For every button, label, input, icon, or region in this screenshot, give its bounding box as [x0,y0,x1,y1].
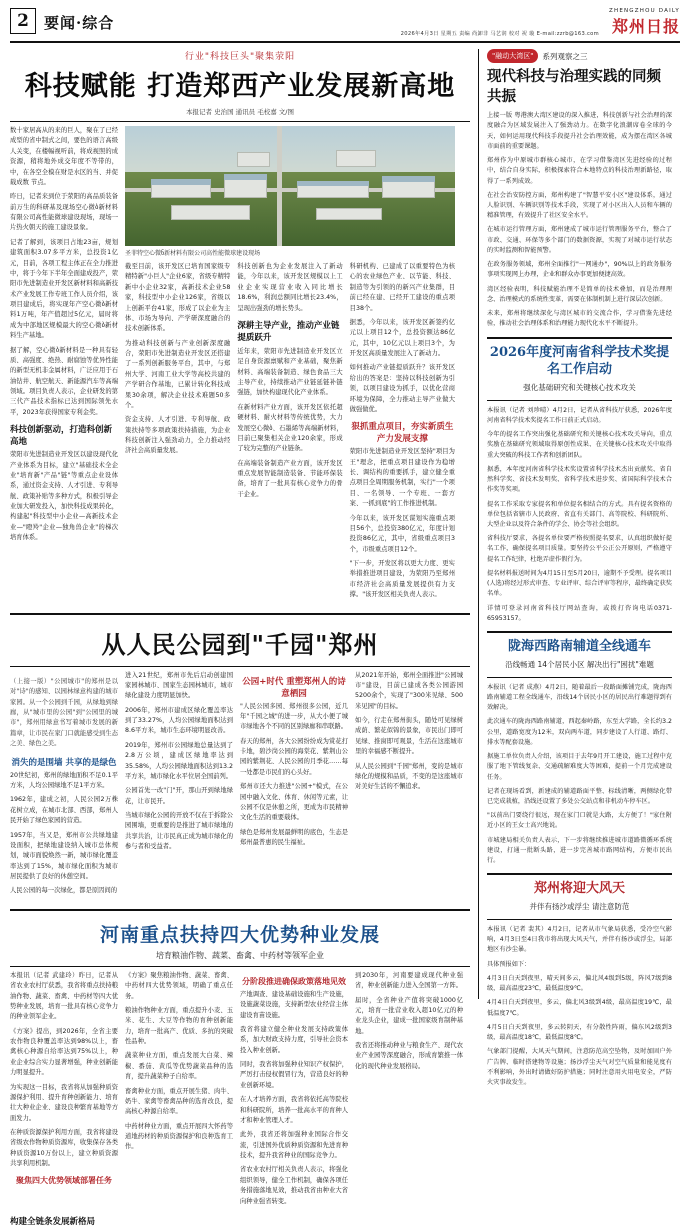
paragraph: 记者在现场看到，新建成的辅道路面平整、标线清晰，两侧绿化带已完成栽植，沿线还设置了多处公交站点和非机动车停车区。 [487,787,672,806]
paragraph: 提名工作采取专家提名和单位提名相结合的方式。具有提名资格的单位包括省辖市人民政府、省直有关部门、高等院校、科研院所、大型企业以及符合条件的学会、协会等社会组织。 [487,500,672,529]
right-article-3-subtitle: 沿线畅通 14个居民小区 解决出行"困扰"难题 [505,659,654,669]
paragraph: 今年的提名工作突出强化基础研究和关键核心技术攻关导向，重点奖励在基础研究领域取得原创性成果、在关键核心技术攻关中取得重大突破的科技工作者和创新团队。 [487,431,672,459]
masthead [10,8,680,43]
paragraph: 截至目前，该开发区已培育国家级专精特新"小巨人"企业6家，省级专精特新中小企业32家，高新技术企业58家，科技型中小企业126家，省级以上创新平台41家，形成了以企业为主体、市场为导向、产学研深度融合的技术创新体系。 [125,263,231,333]
right-article-4-subtitle: 并伴有扬沙或浮尘 请注意防范 [529,901,630,911]
paragraph: 提名材料报送时间为4月15日至5月20日，逾期不予受理。提名项目(人选)将经过形式审查、专业评审、综合评审等程序，最终确定获奖名单。 [487,569,672,598]
paragraph: 在社会治安防控方面，郑州构建了"智慧平安小区"建设体系，通过人脸识别、车辆识别等技术手段，实现了对小区出入人员和车辆的精准管理，有效提升了社区安全水平。 [487,191,672,220]
paragraph: 湾区经验表明，科技赋能治理不是简单的技术叠加，而是治理理念、治理模式的系统性变革，需要在体制机制上进行深层次创新。 [487,285,672,303]
feature3-column-1 [10,971,118,1211]
paragraph: 粮油作物种业方面，重点提升小麦、玉米、花生、大豆等作物的育种创新能力，培育一批高产、优质、多抗的突破性品种。 [125,1006,233,1046]
feature3-subhead-1: 聚焦四大优势领域部署任务 [16,1174,112,1185]
paragraph: 产地调查、建设基础设施和生产设施，设施蔬菜设施，支持新型农业经营主体建设育苗设施。 [240,990,348,1019]
paragraph: 据了解，空心微ბ新材料是一种具有轻质、高强度、绝热、耐腐蚀等优异性能的新型无机非金属材料，广泛应用于石油钻井、航空航天、新能源汽车等高端领域。项目负责人表示，企业研发的第三代产品技术指标已达到国际领先水平，2023年获得国家专利金奖。 [10,346,118,416]
feature2-column-3 [240,671,348,901]
paper-brand [609,8,680,37]
paragraph: 蔬菜种业方面，重点发展大白菜、辣椒、番茄、黄瓜等优势蔬菜品种的选育，提升蔬菜种子自给率。 [125,1052,233,1081]
paragraph: 2019年，郑州市公园绿地总量达到了2.8万公顷，建成区绿地率达到35.58%，人均公园绿地面积达到13.2平方米，城市绿化水平位居全国前列。 [125,741,233,780]
divider [10,121,470,122]
paragraph: 据施工单位负责人介绍，该项目于去年9月开工建设，施工过程中克服了地下管线复杂、交通疏解难度大等困难，提前一个月完成建设任务。 [487,753,672,781]
paragraph: 我省将建立健全种业发展支持政策体系，加大财政支持力度，引导社会资本投入种业创新。 [240,1025,348,1054]
main-content [10,49,478,1227]
paragraph: 上接一版 粤港澳大湾区建设的深入推进，科技创新与社会治理的深度融合为区域发展注入了强劲动力。在数字化浪潮席卷全球的今天，如何运用现代科技手段提升社会治理效能，成为摆在湾区各城市面前的重要课题。 [487,112,672,150]
lead-article [10,49,470,605]
paragraph: 具体预报如下： [487,960,531,968]
lead-subhead-3: 狠抓重点项目，夯实新质生产力发展支撑 [351,422,454,445]
paragraph: 2006年，郑州市建成区绿化覆盖率达到了33.27%，人均公园绿地面积达到8.6平方米，城市生态环境明显改善。 [125,706,233,735]
paragraph: 届时，全省种业产值将突破1000亿元，培育一批营业收入超10亿元的种业龙头企业，建成一批国家级育制种基地。 [355,996,463,1035]
series-banner [487,49,672,63]
series-badge-sub: 系列观察之三 [542,51,588,61]
paragraph: 进入21世纪，郑州市先后启动创建国家园林城市、国家生态园林城市，城市绿化建设力度明显加快。 [125,671,233,700]
paragraph: 在城市运行管理方面，郑州建成了城市运行管理服务平台，整合了市政、交通、环保等多个部门的数据资源，实现了对城市运行状态的实时监测和智能预警。 [487,226,672,254]
paragraph: 如今，行走在郑州街头，随处可见绿树成荫、繁花似锦的景象，市民出门即可见绿、推窗即可观景，生活在这座城市里的幸福感不断提升。 [355,717,463,756]
feature2-subhead-2: 公园+时代 重塑郑州人的诗意栖园 [242,676,346,699]
paragraph: 春天的郑州，各大公园纷纷成为赏花打卡地，碧沙岗公园的海棠花、紫荆山公园的紫荆花、人民公园的月季花……每一处都是市民们的心头好。 [240,737,348,776]
feature2-headline: 从人民公园到"千园"郑州 [101,629,379,659]
issue-info [114,30,609,37]
series-badge: "融动大湾区" [487,49,538,63]
paragraph: 据悉，本年度河南省科学技术奖设置省科学技术杰出贡献奖、省自然科学奖、省技术发明奖、省科学技术进步奖、省国际科学技术合作奖等奖项。 [487,465,672,494]
lead-headline: 科技赋能 打造郑西产业发展新高地 [24,71,456,102]
paragraph: 此外，我省还将加强种业国际合作交流，引进国外优质种质资源和先进育种技术，提升我省种业的国际竞争力。 [240,1131,348,1160]
lead-column-2 [125,262,230,605]
paragraph: 市城建局相关负责人表示，下一步将继续推进城市道路微循环系统建设，打通一批断头路，进一步完善城市路网结构，方便市民出行。 [487,836,672,865]
paragraph: 我省还将推动种业与粮食生产、现代农业产业园等深度融合，形成育繁推一体化的现代种业发展格局。 [355,1042,463,1070]
lead-column-4 [350,262,455,605]
lead-subhead-1: 科技创新驱动，打造科创新高地 [10,425,113,448]
paragraph: 荥阳市先进制造业开发区坚持"项目为王"理念，把重点项目建设作为稳增长、调结构的重要抓手，建立健全重点项目全周期服务机制，实行"一个项目、一名领导、一个专班、一套方案、一抓到底"的工作推进机制。 [349,448,455,508]
paragraph: 在人才培养方面，我省将依托高等院校和科研院所，培养一批高水平的育种人才和种业管理人才。 [240,1096,348,1124]
feature2-column-2 [125,671,233,901]
paragraph: 荥阳市先进制造业开发区以建设现代化产业体系为目标，建立"基础技术全企业"培育新"产品"链"等重点企业设体系，通过资金支持、人才引进、专利导航、政策补贴等多种方式，积极引导企业加大研发投入，加快科技成果转化，构建起"科技型中小企业—高新技术企业—"瞪羚"企业—独角兽企业"的梯次培育体系。 [10,451,118,542]
lead-in-paragraph: （上接一版）"公园城市"的郑州是以对"诗"的感知、以园林绿意构建的城市家园。从一个公园到千园，从绿地到绿廊，从"城市里的公园"到"公园里的城市"，郑州用绿意书写着城市发展的新篇章，让市民在家门口就能感受到生态之美、绿色之美。 [10,677,118,748]
divider [487,400,672,401]
paragraph: 从2021年开始，郑州全面推进"公园城市"建设，目前已建成各类公园游园5200余个，实现了"300米见绿、500米见园"的目标。 [355,671,463,710]
paragraph: 气象部门提醒，大风天气期间，注意防范高空坠物，及时加固户外广告牌、临时搭建物等设施；扬沙浮尘天气对空气质量和能见度有不利影响，外出时请做好防护措施；同时注意用火用电安全，严防火灾事故发生。 [487,1048,672,1087]
feature2-column-4 [355,671,463,901]
divider [487,873,672,875]
paragraph: 1957年，当又是，郑州市公共绿地建设面积，把绿地建设纳入城市总体规划，城市面貌焕然一新，城市绿化覆盖率达到了15%，城市绿化面积为城市居民提供了良好的休憩空间。 [10,831,118,881]
paragraph: 郑州市还大力推进"公园+"模式，在公园中融入文化、体育、休闲等元素，让公园不仅是休憩之所，更成为市民精神文化生活的重要载体。 [240,783,348,822]
divider [487,337,672,339]
paragraph: 公园首先一改"门"开，那山开到绿地绿花，让市民开。 [125,787,233,805]
paragraph: 本报讯（记者 成燕）4月2日，随着最后一段路面摊铺完成，陇海西路南辅道工程全线通车，沿线14个居民小区的居民出行难题得到有效解决。 [487,683,672,712]
feature2-subhead-1: 消失的是围墙 共享的是绿色 [11,757,117,768]
paragraph: 在政务服务领域，郑州全面推行"一网通办"，90%以上的政务服务事项实现网上办理，企业和群众办事更加便捷高效。 [487,261,672,279]
paragraph: 如何推动产业链提质跃升？该开发区给出的答案是：坚持以科技创新为引领，以项目建设为抓手，以优化营商环境为保障，全力推动主导产业做大做强做优。 [349,364,455,413]
paragraph: 科技创新也为企业发展注入了新动能，今年以来，该开发区规模以上工业企业实现营业收入同比增长18.6%，利润总额同比增长23.4%，呈现出强劲的增长势头。 [237,263,343,312]
paragraph: 1962年，建成之初，人民公园2万株花树立成，在城市北部、西部，郑州人民开始了绿色家园的营造。 [10,796,118,825]
paragraph: 《方案》提出，到2026年，全省主要农作物良种覆盖率达到98%以上，畜禽核心种源自给率达到75%以上，种业企业综合实力显著增强，种业创新能力明显提升。 [10,1027,118,1077]
feature3-subhead-2: 分阶段推进确保政策落地见效 [242,975,346,986]
right-article-2-headline: 2026年度河南省科学技术奖提名工作启动 [489,344,670,378]
paragraph: 4月5日白天到夜里，多云转阴天，有分散性阵雨，偏东风2级到3级，最高温度18℃，最低温度8℃。 [487,1023,672,1042]
paragraph: 此次通车的陇海西路南辅道，西起秦岭路，东至大学路，全长约3.2公里，道路宽度为12米，双向两车道，同步建设了人行道、路灯、排水等配套设施。 [487,718,672,746]
right-column [478,49,672,1087]
paragraph: "人民公园多园、郑州很多公园，近几年"千园之城"的进一步，从大小便了城市绿地各个不同的区别绿廊和串联路。 [240,702,348,731]
paragraph: 4月4日白天到夜里，多云，偏北风3级到4级，最高温度19℃，最低温度7℃。 [487,999,672,1017]
paragraph: 近年来，荥阳市先进制造业开发区立足自身资源禀赋和产业基础，聚焦新材料、高端装备制造、绿色食品三大主导产业，持续推动产业链延链补链强链，加快构建现代化产业体系。 [237,347,343,397]
paragraph: 科研机构、已建成了以重要特色为核心的农业绿色产业、以节能、科技、制造等为引领的的新兴产业集群，目前已经在建、已经开工建设的重点项目38个。 [349,263,455,312]
right-article-2-subtitle: 强化基础研究和关键核心技术攻关 [523,382,636,392]
feature3-column-3 [240,971,348,1211]
paragraph: 从人民公园到"千园"郑州，变的是城市绿化的规模和品质，不变的是这座城市对美好生活的不懈追求。 [355,762,463,791]
issue-line: 2026年4月3日 星期五 责编 尚卸非 马艺润 校对 祝 璇 E-mail:zzrb@163.com [400,31,600,37]
paragraph: 中药材种业方面，重点开展四大怀药等道地药材的种质资源保护和良种选育工作。 [125,1122,233,1151]
paragraph: 今年以来，该开发区谋划实施重点项目56个，总投资380亿元，年度计划投资86亿元，其中，省级重点项目3个，市级重点项目12个。 [349,514,455,553]
paragraph: "以前出门要绕行很远，现在家门口就是大路，太方便了！"家住附近小区的王女士高兴地说。 [487,812,672,830]
right-article-3-headline: 陇海西路南辅道全线通车 [507,639,651,655]
paragraph: 省农业农村厅相关负责人表示，将强化组织领导，健全工作机制，确保各项任务措施落地见效，推动我省由种业大省向种业强省转变。 [240,1166,348,1205]
feature2-column-1 [10,671,118,901]
paragraph: 昨日，记者来到位于荥阳的高品质装备前万生的科研基及现场空心微ბ新材料有限公司高性能微球建设现场，现场一片热火朝天的施工建设景象。 [10,193,118,232]
feature3-subhead-3: 构建全链条发展新格局 [10,1216,96,1227]
lead-kicker: 行业"科技巨头"聚集荥阳 [184,52,296,62]
divider [10,966,470,967]
right-article-4-headline: 郑州将迎大风天 [533,881,625,897]
paragraph: 人民公园的每一次绿化，都是原因间的 [10,887,118,895]
paper-pinyin: ZHENGZHOU DAILY [609,8,680,14]
paragraph: 4月3日白天到夜里，晴天间多云，偏北风4级到5级，阵风7级到8级，最高温度23℃，最低温度9℃。 [487,974,672,993]
paragraph: 详情可登录河南省科技厅网站查询，或拨打咨询电话0371-65953157。 [487,604,672,622]
paragraph: 数十家居高从的来的巨人，聚在了已经成型的省中制式之间，要色的语言高级人关变，在楼幅视听前，将成视照的成资源，稍将地外成交年度不等带的，中，在各空全模在财是水区的当、并促载成数 节点。 [10,127,118,186]
feature-article-2 [10,613,470,901]
lead-photo [125,126,455,246]
lead-photo-block [125,126,455,605]
divider [10,666,470,667]
right-article-1-headline: 现代科技与治理实践的同频共振 [487,68,661,105]
feature-article-3 [10,909,470,1227]
paragraph: 省科技厅要求，各提名单位要严格按照提名要求，认真组织做好提名工作，确保提名项目质量。要坚持公平公正公开原则，严格遵守提名工作纪律，杜绝弄虚作假行为。 [487,535,672,563]
lead-column-3 [237,262,342,605]
paragraph: 20世纪初，郑州的绿地面积不足0.1平方米，人均公园绿地不足1平方米。 [10,771,118,790]
section-title: 要闻·综合 [44,14,115,32]
paper-name: 郑州日报 [611,17,680,36]
paragraph: 未来，郑州将继续深化与湾区城市的交流合作，学习借鉴先进经验，推动社会治理体系和治理能力现代化水平不断提升。 [487,310,672,328]
paragraph: 本报讯（记者 裴其）4月2日，记者从市气象局获悉，受冷空气影响，4月3日至4日我市将出现大风天气，并伴有扬沙或浮尘，局部地区有沙尘暴。 [487,925,672,954]
paragraph: 在新材料产业方面，该开发区依托超硬材料、耐火材料等传统优势，大力发展空心微ბ、石墨烯等高端新材料，目前已聚集相关企业120余家，形成了较为完整的产业链条。 [237,403,343,453]
feature3-subtitle: 培育粮油作物、蔬菜、畜禽、中药材等领军企业 [156,950,324,960]
paragraph: 在种质资源保护利用方面，我省将建设省级农作物种质资源库，收集保存各类种质资源10万份以上，建立种质资源共享利用机制。 [10,1129,118,1168]
paragraph: "下一步，开发区将以更大力度、更实举措推进项目建设，为荥阳乃至郑州市经济社会高质量发展提供有力支撑。"该开发区相关负责人表示。 [349,560,455,599]
lead-subhead-2: 深耕主导产业，推动产业链提质跃升 [237,320,340,343]
paragraph: 为实现这一目标，我省将从加强种质资源保护利用、提升育种创新能力、培育壮大种业企业、建设良种繁育基地等方面发力。 [10,1083,118,1122]
paragraph: 当城市绿化公园的开放不仅在于拆除公园围墙，更重要的是推进了城市绿地的共享共治，让市民真正成为城市绿化的参与者和受益者。 [125,812,233,851]
page-number: 2 [10,8,36,34]
paragraph: 同时，我省将加强种业知识产权保护，严厉打击侵权假冒行为，营造良好的种业创新环境。 [240,1061,348,1089]
paragraph: 《方案》聚焦粮油作物、蔬菜、畜禽、中药材四大优势领域，明确了重点任务。 [125,971,233,1000]
paragraph: 郑州作为中原城市群核心城市，在学习借鉴湾区先进经验的过程中，结合自身实际，积极探索符合本地特点的科技治理新路径，取得了一系列成效。 [487,157,672,185]
lead-column-1 [10,126,118,605]
paragraph: 在高端装备制造产业方面，该开发区重点发展智能制造装备、节能环保装备，培育了一批具有核心竞争力的骨干企业。 [237,459,343,498]
paragraph: 记者了解到，该项目占地23亩，规划建筑面积3.07多平方米，总投资1亿元，目前，各项工程主体正在全力推进中，将于今年下半年全面建成投产，荥阳市先进制造业开发区新材料和高新技术产业发展工作专班工作人员介绍，该项目建成后，将实现年产空心微ბ新材料1万吨，年产值超过5亿元，届时将成为中部地区规模最大的空心微ბ新材料生产基地。 [10,238,118,340]
paragraph: 据悉，今年以来，该开发区新签约亿元以上项目12个，总投资额达86亿元，其中，10亿元以上项目3个，为开发区高质量发展注入了新动力。 [349,318,455,357]
divider [487,919,672,920]
divider [487,631,672,633]
feature3-column-4 [355,971,463,1211]
paragraph: 绿色是郑州发展最鲜明的底色，生态是郑州最普惠的民生福祉。 [240,828,348,846]
feature3-column-2 [125,971,233,1211]
paragraph: 到2030年，河南要建成现代种业强省，种业创新能力进入全国第一方阵。 [355,971,463,990]
paragraph: 为推动科技创新与产业创新深度融合，荥阳市先进制造业开发区还搭建了一系列创新服务平台，其中，与郑州大学、河南工业大学等高校共建的产学研合作基地，已累计转化科技成果30余项，解决企业技术难题50多个。 [125,339,231,409]
photo-caption: 圣菲特空心微ნ新材料有限公司高性能微球建设现场 [125,250,261,257]
paragraph: 本报讯（记者 刘珍晴）4月2日，记者从省科技厅获悉，2026年度河南省科学技术奖提名工作日前正式启动。 [487,406,672,424]
lead-byline: 本报记者 史治国 通讯员 毛校嘉 文/图 [186,108,294,116]
paragraph: 本报讯（记者 武建玲）昨日，记者从省农业农村厅获悉，我省将重点扶持粮油作物、蔬菜、畜禽、中药材等四大优势种业发展，培育一批具有核心竞争力的种业领军企业。 [10,971,118,1021]
divider [487,677,672,678]
paragraph: 畜禽种业方面，重点开展生猪、肉牛、奶牛、家禽等畜禽品种的选育改良，提高核心种源自给率。 [125,1087,233,1116]
feature3-headline: 河南重点扶持四大优势种业发展 [99,923,380,946]
paragraph: 资金支持、人才引进、专利导航、政策扶持等多项政策扶持措施，为企业科技创新注入强劲动力，全力推动经济社会高质量发展。 [125,416,231,455]
